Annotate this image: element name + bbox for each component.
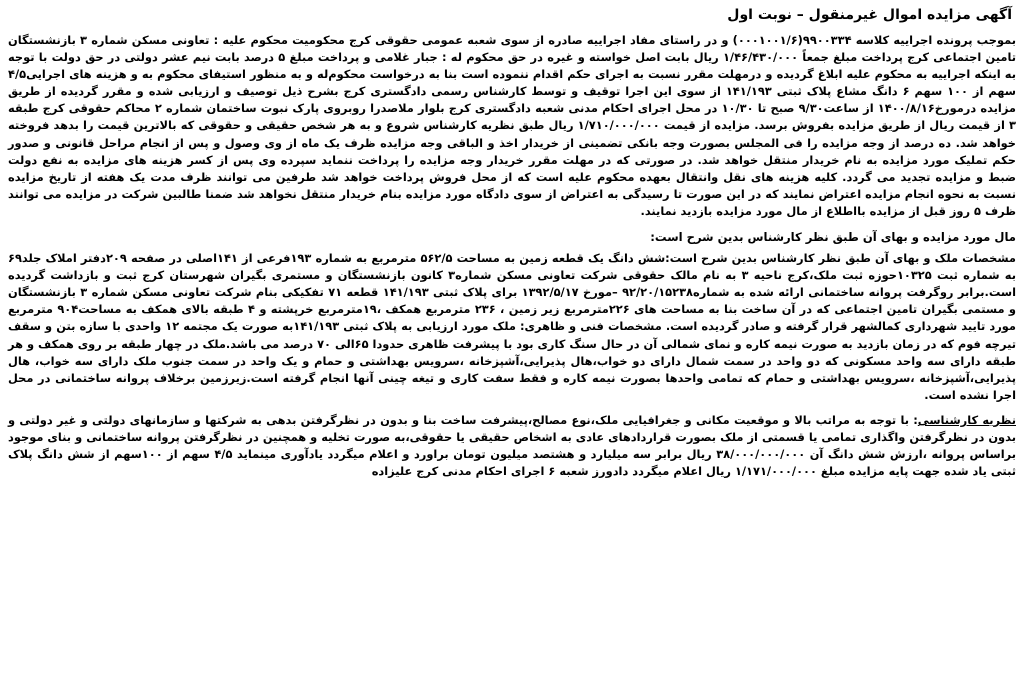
expert-opinion-text: : با توجه به مراتب بالا و موقعیت مکانی و جغرافیایی ملک،نوع مصالح،پیشرفت ساخت بنا و بدون در نظرگرفتن بدهی به شرکتها و سازمانهای دولتی و غیر دولتی و بدون در نظرگرفتن واگذاری تمامی یا قسمتی از ملک بصورت قراردادهای عادی به اشخاص حقیقی یا حقوقی،به صورت تخلیه و همچنین در نظرگرفتن پروانه ساختمانی و بنای موجود براساس پروانه ،ارزش شش دانگ آن ۳۸/۰۰۰/۰۰۰/۰۰۰ ریال برابر سه میلیارد و هشتصد میلیون تومان براورد و اعلام میگردد یادآوری مینماید ۴/۵ سهم از ۱۰۰سهم از شش دانگ پلاک ثبتی یاد شده جهت پایه مزایده مبلغ ۱/۱۷۱/۰۰۰/۰۰۰ ریال اعلام میگردد دادورز شعبه ۶ اجرای احکام مدنی کرج علیزاده: [8, 412, 1016, 479]
notice-page: [8, 4, 1016, 685]
property-heading: مال مورد مزایده و بهای آن طبق نظر کارشناس بدین شرح است:: [650, 230, 1016, 245]
notice-title: آگهی مزایده اموال غیرمنقول – نوبت اول: [727, 7, 1012, 23]
expert-opinion-label: نظریه کارشناسی: [917, 412, 1016, 427]
section-gap: [8, 220, 1016, 228]
notice-intro-paragraph: بموجب پرونده اجراییه کلاسه ۹۹۰۰۳۳۴(۰۰۰۱۰۰۱/۶) و در راستای مفاد اجراییه صادره از سوی شعبه عمومی حقوقی کرج محکومیت محکوم علیه : تعاونی مسکن شماره ۳ بازنشستگان تامین اجتماعی کرج پرداخت مبلغ جمعاً ۱/۴۶/۴۳۰/۰۰۰ ریال بابت اصل خواسته و غیره در حق محکوم له : جبار غلامی و پرداخت مبلغ ۵ درصد بابت نیم عشر دولتی در حق دولت با توجه به اینکه اجراییه به محکوم علیه ابلاغ گردیده و درمهلت مقرر نسبت به اجرای حکم اقدام ننموده است بنا به درخواست محکوم‌له و به منظور استیفای محکوم به و هزینه های اجرایی۴/۵ سهم از ۱۰۰ سهم ۶ دانگ مشاع پلاک ثبتی ۱۴۱/۱۹۳ از سوی این اجرا توقیف و توسط کارشناس رسمی دادگستری کرج بشرح ذیل توصیف و ارزیابی شده و مقرر گردیده از طریق مزایده درمورخ۱۴۰۰/۸/۱۶ از ساعت۹/۳۰ صبح تا ۱۰/۳۰ در محل اجرای احکام مدنی شعبه دادگستری کرج بلوار ملاصدرا روبروی پارک نبوت ساختمان شماره ۲ محاکم حقوقی کرج طبقه ۳ از قیمت ریال از طریق مزایده بفروش برسد. مزایده از قیمت ۱/۷۱۰/۰۰۰/۰۰۰ ریال طبق نظریه کارشناس شروع و به هر شخص حقیقی و حقوقی که بالاترین قیمت را بدهد فروخته خواهد شد. ده درصد از وجه مزایده را فی المجلس بصورت وجه بانکی تضمینی از خریدار اخذ و الباقی وجه مزایده ظرف یک ماه از وی وصول و پس از انجام مراحل قانونی و صدور حکم تملیک مورد مزایده به نام خریدار منتقل خواهد شد. در صورتی که در مهلت مقرر خریدار وجه مزایده را پرداخت ننماید سپرده وی پس از کسر هزینه های مزایده به نفع دولت ضبط و مزایده تجدید می گردد. کلیه هزینه های نقل وانتقال بعهده محکوم علیه است که از محل فروش پرداخت خواهد شد طرفین می توانند ظرف مدت یک هفته از تاریخ مزایده نسبت به نحوه انجام مزایده اعتراض نمایند که در این صورت تا رسیدگی به اعتراض از سوی دادگاه مورد مزایده بنام خریدار منتقل نخواهد شد ضمنا طالبین شرکت در مزایده می توانند ظرف ۵ روز قبل از مزایده بااطلاع از مال مورد مزایده بازدید نمایند.: [8, 33, 1016, 218]
expert-opinion-paragraph: [8, 412, 1016, 480]
property-description-paragraph: مشخصات ملک و بهای آن طبق نظر کارشناس بدین شرح است:شش دانگ یک قطعه زمین به مساحت ۵۶۲/۵ مترمربع به شماره ۱۹۳فرعی از ۱۴۱اصلی در صفحه ۲۰۹دفتر املاک جلد۶۹ به شماره ثبت ۱۰۳۲۵حوزه ثبت ملک،کرج ناحیه ۳ به نام مالک حقوقی شرکت تعاونی مسکن شماره۳ کانون بازنشستگان و مستمری بگیران شهرستان کرج ثبت و بازداشت گردیده است.برابر روگرفت پروانه ساختمانی ارائه شده به شماره۹۲/۲۰/۱۵۲۳۸ –مورخ ۱۳۹۲/۵/۱۷ برای پلاک ثبتی ۱۴۱/۱۹۳ قطعه ۷۱ تفکیکی بنام شرکت تعاونی مسکن شماره ۳ بازنشستگان و مستمی بگیران تامین اجتماعی که در آن ساخت بنا به مساحت های ۲۲۶مترمربع زیر زمین ، ۲۳۶ مترمربع همکف ،۱۹مترمربع خرپشته و ۴ طبقه بالای همکف به مساحت۹۰۴ مترمربع مورد تایید شهرداری کمالشهر قرار گرفته و صادر گردیده است. مشخصات فنی و ظاهری: ملک مورد ارزیابی به پلاک ثبتی ۱۴۱/۱۹۳به صورت یک مجتمه ۱۲ واحدی با سازه بتن و سقف تیرچه فوم که در زمان بازدید به صورت نیمه کاره و نمای شمالی آن در حال سنگ کاری بود با پیشرفت ظاهری حدودا ۶۵الی ۷۰ درصد می باشد.ملک در چهار طبقه بر روی همکف و هر طبقه دارای سه واحد مسکونی که دو واحد در سمت شمال دارای دو خواب،هال پذیرایی،آشپزخانه ،سرویس بهداشتی و حمام و یک واحد در سمت جنوب ملک دارای سه خواب، هال پذیرایی،آشپزخانه ،سرویس بهداشتی و حمام که تمامی واحدها بصورت نیمه کاره و فقط سفت کاری و تیغه چینی آنها انجام گرفته است.زیرزمین برخلاف پروانه ساختمانی در محل اجرا نشده است.: [8, 251, 1017, 402]
section-gap: [8, 404, 1016, 412]
